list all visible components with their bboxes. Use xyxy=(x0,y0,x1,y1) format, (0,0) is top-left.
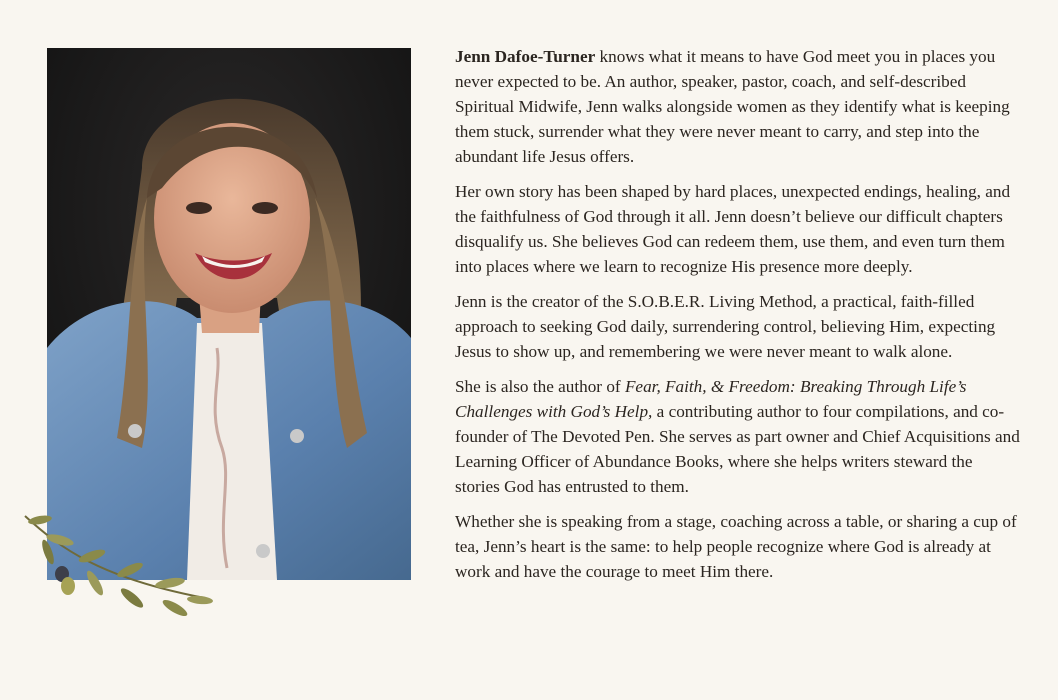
olive-branch-decoration xyxy=(20,508,220,623)
bio-paragraph-1: Jenn Dafoe-Turner knows what it means to have God meet you in places you never expected to be. An author, speaker, pastor, coach, and self-described Spiritual Midwife, Jenn walks alongside women as they identify what is keeping them stuck, surrender what they were never meant to carry, and step into the abundant life Jesus offers. xyxy=(455,47,1010,166)
author-name: Jenn Dafoe-Turner xyxy=(455,47,596,66)
bio-paragraph-4: She is also the author of Fear, Faith, & Freedom: Breaking Through Life’s Challenges with God’s Help, a contributing author to four compilations, and co-founder of The Devoted Pen. She serves as part owner and Chief Acquisitions and Learning Officer of Abundance Books, where she helps writers steward the stories God has entrusted to them. xyxy=(455,377,1020,496)
bio-text xyxy=(455,44,1020,594)
bio-paragraph-2: Her own story has been shaped by hard places, unexpected endings, healing, and the faithfulness of God through it all. Jenn doesn’t believe our difficult chapters disqualify us. She believes God can redeem them, use them, and even turn them into places where we learn to recognize His presence more deeply. xyxy=(455,182,1011,276)
book-title: Fear, Faith, & Freedom: Breaking Through Life’s Challenges with God’s Help, xyxy=(455,377,967,421)
bio-paragraph-3: Jenn is the creator of the S.O.B.E.R. Living Method, a practical, faith-filled approach to seeking God daily, surrendering control, believing Him, expecting Jesus to show up, and remembering we were never meant to walk alone. xyxy=(455,292,996,361)
bio-paragraph-5: Whether she is speaking from a stage, coaching across a table, or sharing a cup of tea, Jenn’s heart is the same: to help people recognize where God is already at work and have the courage to meet Him there. xyxy=(455,512,1017,581)
author-portrait xyxy=(47,48,411,580)
